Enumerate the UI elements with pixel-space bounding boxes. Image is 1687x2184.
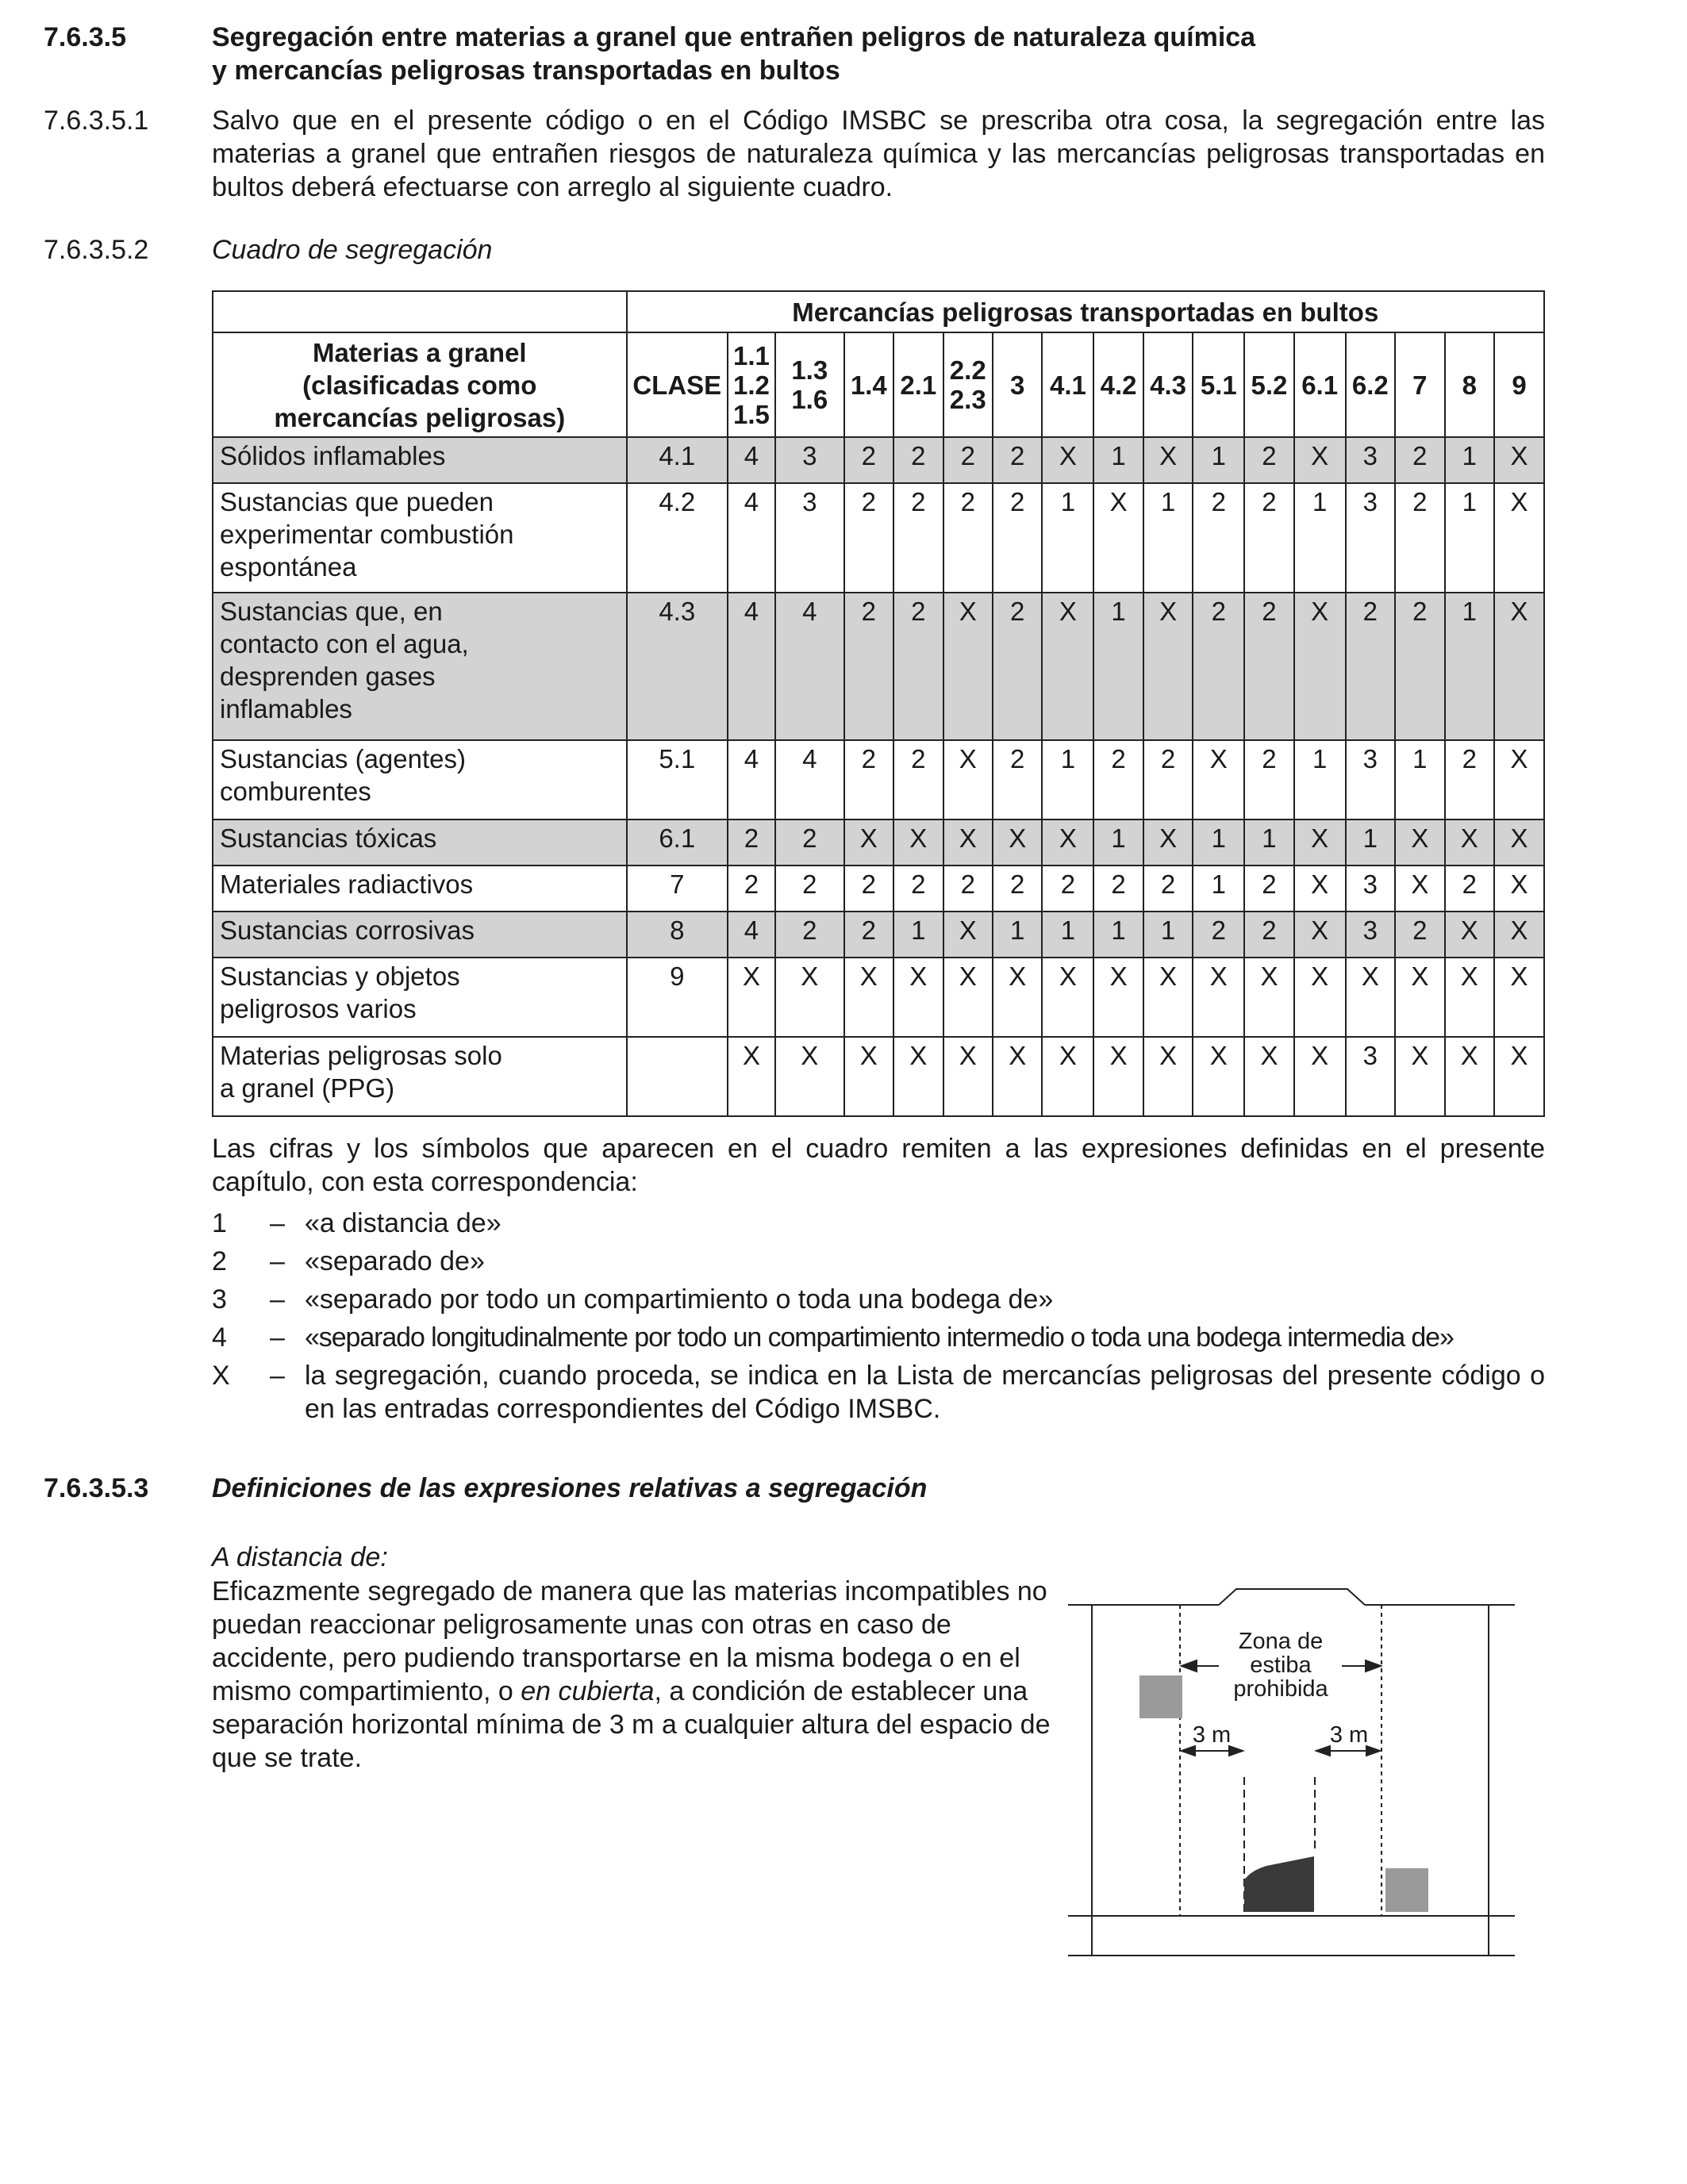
segregation-code-cell: X (1494, 866, 1544, 912)
column-header (893, 332, 943, 437)
row-material-name (213, 437, 627, 483)
column-header (775, 332, 844, 437)
column-header-line: 3 (1010, 370, 1025, 400)
segregation-code-cell: 1 (1093, 819, 1143, 866)
segregation-code-cell: X (728, 1037, 775, 1116)
segregation-code-cell: 2 (775, 866, 844, 912)
row-material-name (213, 958, 627, 1037)
segregation-code-cell: 3 (1346, 437, 1395, 483)
segregation-code-cell: X (1346, 958, 1395, 1037)
segregation-code-cell: X (844, 1037, 893, 1116)
segregation-code-cell: X (1395, 866, 1444, 912)
segregation-code-cell: X (1042, 819, 1093, 866)
legend-dash: – (270, 1284, 285, 1315)
segregation-code-cell: 2 (1042, 866, 1093, 912)
segregation-code-cell: X (1143, 593, 1193, 740)
segregation-code-cell: 1 (893, 912, 943, 958)
row-material-name-line: Sustancias (agentes) (220, 744, 467, 773)
segregation-code-cell: X (1294, 437, 1346, 483)
segregation-code-cell: 3 (1346, 1037, 1395, 1116)
segregation-code-cell: X (1294, 819, 1346, 866)
column-header (993, 332, 1042, 437)
legend-key: 1 (212, 1208, 227, 1238)
segregation-code-cell: 3 (1346, 740, 1395, 819)
table-header-row-2 (213, 332, 1544, 437)
segregation-code-cell: X (943, 1037, 993, 1116)
segregation-code-cell: X (1093, 483, 1143, 593)
table-header-row-1 (213, 291, 1544, 332)
column-header-line: 1.1 (733, 340, 770, 370)
segregation-code-cell: X (1445, 958, 1494, 1037)
para2-number: 7.6.3.5.2 (44, 235, 149, 265)
row-material-name-line: Sustancias que, en (220, 597, 443, 626)
segregation-code-cell: X (1494, 819, 1544, 866)
segregation-code-cell: 2 (993, 483, 1042, 593)
segregation-code-cell: X (943, 819, 993, 866)
segregation-code-cell: X (1143, 437, 1193, 483)
segregation-code-cell: 2 (1346, 593, 1395, 740)
segregation-code-cell: 1 (1042, 912, 1093, 958)
definition-text-before: Eficazmente segregado de manera que las materias incompatibles no puedan reaccionar peligrosamente unas con otras en caso de accidente, pero pudiendo transportarse en la misma bodega o en el mismo compartimiento, o (212, 1576, 1047, 1706)
segregation-code-cell: 1 (1294, 740, 1346, 819)
segregation-code-cell: 1 (1093, 912, 1143, 958)
segregation-code-cell: X (1294, 866, 1346, 912)
row-material-name-line: experimentar combustión (220, 520, 514, 549)
legend-text: «separado por todo un compartimiento o toda una bodega de» (305, 1284, 1054, 1315)
distance-label-left: 3 m (1192, 1722, 1232, 1748)
row-material-name-line: espontánea (220, 552, 357, 582)
incompatible-cargo-right (1385, 1868, 1428, 1912)
header-dangerous-goods: Mercancías peligrosas transportadas en bultos (627, 291, 1544, 332)
column-header-line: 1.4 (850, 370, 887, 400)
column-header-line: 5.1 (1200, 370, 1237, 400)
row-clase: 8 (627, 912, 728, 958)
para3-number: 7.6.3.5.3 (44, 1473, 149, 1503)
legend-dash: – (270, 1361, 285, 1391)
header-bulk-materials (213, 332, 627, 437)
section-title-line-2: y mercancías peligrosas transportadas en bultos (212, 56, 840, 86)
segregation-code-cell: X (943, 740, 993, 819)
segregation-code-cell: X (893, 1037, 943, 1116)
segregation-code-cell: X (1244, 958, 1293, 1037)
segregation-code-cell: X (844, 958, 893, 1037)
legend-key: 4 (212, 1322, 227, 1353)
segregation-code-cell: 2 (844, 866, 893, 912)
segregation-code-cell: 3 (1346, 866, 1395, 912)
section-title-line-1: Segregación entre materias a granel que entrañen peligros de naturaleza química (212, 22, 1256, 52)
segregation-code-cell: 2 (893, 437, 943, 483)
column-header (1244, 332, 1293, 437)
header-bulk-line: mercancías peligrosas) (274, 402, 566, 432)
segregation-code-cell: X (1395, 958, 1444, 1037)
segregation-code-cell: 2 (893, 593, 943, 740)
segregation-code-cell: 2 (943, 483, 993, 593)
segregation-code-cell: 2 (1395, 593, 1444, 740)
para1-number: 7.6.3.5.1 (44, 106, 149, 136)
segregation-code-cell: 2 (1093, 740, 1143, 819)
segregation-code-cell: 2 (844, 740, 893, 819)
segregation-code-cell: X (775, 1037, 844, 1116)
segregation-code-cell: X (1042, 958, 1093, 1037)
table-row (213, 912, 1544, 958)
segregation-code-cell: X (943, 593, 993, 740)
segregation-code-cell: X (993, 819, 1042, 866)
segregation-code-cell: 2 (1093, 866, 1143, 912)
table-row (213, 1037, 1544, 1116)
column-header (844, 332, 893, 437)
column-header (1193, 332, 1244, 437)
segregation-code-cell: 2 (943, 866, 993, 912)
table-row (213, 866, 1544, 912)
segregation-code-cell: 2 (1395, 437, 1444, 483)
column-header-line: 2.3 (949, 385, 986, 414)
segregation-code-cell: X (893, 958, 943, 1037)
segregation-code-cell: 4 (728, 437, 775, 483)
segregation-code-cell: X (1143, 958, 1193, 1037)
segregation-code-cell: X (1042, 1037, 1093, 1116)
column-header-line: 9 (1512, 370, 1527, 400)
segregation-code-cell: X (1494, 483, 1544, 593)
segregation-code-cell: 2 (1193, 912, 1244, 958)
definition-text-after: , a condición de establecer una separación horizontal mínima de 3 m a cualquier altura del espacio de que se trate. (212, 1676, 1051, 1773)
segregation-code-cell: X (1143, 819, 1193, 866)
segregation-code-cell: 2 (893, 866, 943, 912)
column-header (1445, 332, 1494, 437)
row-material-name-line: Materias peligrosas solo (220, 1041, 502, 1070)
segregation-code-cell: 1 (1193, 819, 1244, 866)
segregation-code-cell: X (775, 958, 844, 1037)
segregation-code-cell: 3 (1346, 483, 1395, 593)
segregation-code-cell: 1 (1445, 483, 1494, 593)
legend-dash: – (270, 1322, 285, 1353)
column-header (1042, 332, 1093, 437)
segregation-code-cell: X (1395, 1037, 1444, 1116)
header-blank-cell (213, 291, 627, 332)
segregation-code-cell: X (1494, 1037, 1544, 1116)
legend-text: «separado de» (305, 1246, 485, 1276)
row-material-name (213, 866, 627, 912)
segregation-code-cell: 4 (775, 593, 844, 740)
segregation-code-cell: 2 (844, 593, 893, 740)
segregation-code-cell: 2 (1445, 866, 1494, 912)
zone-label-line-3: prohibida (1233, 1676, 1328, 1702)
row-material-name-line: a granel (PPG) (220, 1073, 395, 1103)
segregation-code-cell: 1 (1093, 437, 1143, 483)
segregation-code-cell: X (1244, 1037, 1293, 1116)
legend-dash: – (270, 1246, 285, 1276)
definition-text (212, 1575, 1061, 1775)
column-header (943, 332, 993, 437)
segregation-code-cell: 3 (1346, 912, 1395, 958)
segregation-code-cell: 2 (893, 740, 943, 819)
row-material-name (213, 1037, 627, 1116)
segregation-code-cell: 2 (993, 593, 1042, 740)
header-clase: CLASE (627, 332, 728, 437)
row-material-name-line: desprenden gases (220, 662, 436, 691)
segregation-code-cell: 2 (993, 437, 1042, 483)
definition-heading: A distancia de: (212, 1542, 388, 1572)
segregation-code-cell: X (1143, 1037, 1193, 1116)
row-clase: 4.2 (627, 483, 728, 593)
segregation-code-cell: X (844, 819, 893, 866)
segregation-code-cell: 2 (1244, 912, 1293, 958)
legend-key: X (212, 1361, 230, 1391)
segregation-code-cell: X (1093, 958, 1143, 1037)
column-header-line: 1.2 (733, 370, 770, 400)
column-header-line: 5.2 (1251, 370, 1288, 400)
segregation-code-cell: X (1294, 912, 1346, 958)
distance-label-right: 3 m (1329, 1722, 1369, 1748)
segregation-code-cell: 2 (1244, 483, 1293, 593)
column-header-line: 8 (1462, 370, 1477, 400)
column-header-line: 4.1 (1049, 370, 1086, 400)
segregation-code-cell: 2 (893, 483, 943, 593)
segregation-code-cell: 1 (1193, 866, 1244, 912)
row-material-name (213, 912, 627, 958)
segregation-code-cell: 2 (1143, 740, 1193, 819)
segregation-code-cell: X (1494, 437, 1544, 483)
segregation-code-cell: X (993, 958, 1042, 1037)
segregation-code-cell: 1 (1193, 437, 1244, 483)
column-header (1093, 332, 1143, 437)
segregation-code-cell: 1 (993, 912, 1042, 958)
segregation-code-cell: 1 (1143, 483, 1193, 593)
segregation-code-cell: 2 (775, 912, 844, 958)
para2-title: Cuadro de segregación (212, 235, 493, 265)
segregation-code-cell: X (1494, 593, 1544, 740)
segregation-code-cell: 2 (1193, 593, 1244, 740)
table-row (213, 593, 1544, 740)
segregation-code-cell: 1 (1093, 593, 1143, 740)
segregation-code-cell: 1 (1042, 483, 1093, 593)
legend-text: la segregación, cuando proceda, se indica en la Lista de mercancías peligrosas del presente código o en las entradas correspondientes del Código IMSBC. (305, 1361, 1545, 1424)
table-row (213, 740, 1544, 819)
legend-dash: – (270, 1208, 285, 1238)
row-clase: 5.1 (627, 740, 728, 819)
segregation-code-cell: 2 (844, 912, 893, 958)
row-material-name (213, 593, 627, 740)
para3-title: Definiciones de las expresiones relativas a segregación (212, 1473, 928, 1503)
column-header-line: 1.6 (791, 385, 828, 414)
row-clase: 4.3 (627, 593, 728, 740)
segregation-code-cell: X (1494, 740, 1544, 819)
segregation-code-cell: 2 (844, 483, 893, 593)
segregation-code-cell: 4 (728, 740, 775, 819)
segregation-code-cell: X (1494, 958, 1544, 1037)
definition-text-italic: en cubierta (521, 1676, 655, 1706)
segregation-code-cell: X (1193, 958, 1244, 1037)
zone-label-line-1: Zona de (1238, 1629, 1324, 1654)
segregation-code-cell: 1 (1042, 740, 1093, 819)
legend-key: 3 (212, 1284, 227, 1315)
row-material-name-line: peligrosos varios (220, 994, 417, 1023)
segregation-code-cell: X (1395, 819, 1444, 866)
segregation-code-cell: 2 (1244, 740, 1293, 819)
segregation-code-cell: 4 (775, 740, 844, 819)
row-material-name-line: comburentes (220, 777, 371, 806)
row-clase: 7 (627, 866, 728, 912)
segregation-code-cell: 2 (1143, 866, 1193, 912)
row-material-name (213, 740, 627, 819)
segregation-code-cell: X (1294, 958, 1346, 1037)
column-header-line: 2.2 (949, 355, 986, 385)
zone-label-line-2: estiba (1250, 1652, 1312, 1678)
segregation-code-cell: 2 (844, 437, 893, 483)
table-row (213, 819, 1544, 866)
segregation-code-cell: X (1294, 1037, 1346, 1116)
column-header-line: 7 (1412, 370, 1428, 400)
segregation-code-cell: 1 (1395, 740, 1444, 819)
row-material-name-line: Sustancias corrosivas (220, 915, 475, 945)
section-title (212, 21, 1545, 87)
column-header-line: 6.2 (1351, 370, 1389, 400)
segregation-code-cell: 2 (1244, 866, 1293, 912)
segregation-code-cell: 1 (1244, 819, 1293, 866)
segregation-code-cell: 1 (1445, 593, 1494, 740)
row-material-name-line: contacto con el agua, (220, 629, 469, 658)
bulk-cargo (1244, 1856, 1314, 1912)
row-clase: 9 (627, 958, 728, 1037)
segregation-code-cell: X (1294, 593, 1346, 740)
after-table-text: Las cifras y los símbolos que aparecen en el cuadro remiten a las expresiones definidas en el presente capítulo, con esta correspondencia: (212, 1134, 1545, 1197)
segregation-code-cell: X (1494, 912, 1544, 958)
segregation-code-cell: X (1445, 1037, 1494, 1116)
column-header (1494, 332, 1544, 437)
segregation-code-cell: 1 (1445, 437, 1494, 483)
row-material-name-line: Sólidos inflamables (220, 441, 446, 470)
table-row (213, 437, 1544, 483)
row-material-name-line: Materiales radiactivos (220, 869, 474, 899)
row-clase (627, 1037, 728, 1116)
segregation-code-cell: X (1042, 437, 1093, 483)
segregation-code-cell: 3 (775, 437, 844, 483)
column-header (728, 332, 775, 437)
column-header (1143, 332, 1193, 437)
segregation-code-cell: 1 (1143, 912, 1193, 958)
row-material-name-line: inflamables (220, 694, 352, 724)
table-row (213, 958, 1544, 1037)
legend-text: «a distancia de» (305, 1208, 501, 1238)
segregation-code-cell: X (1193, 740, 1244, 819)
header-bulk-line: (clasificadas como (302, 370, 537, 400)
row-material-name (213, 483, 627, 593)
table-row (213, 483, 1544, 593)
segregation-code-cell: 2 (1395, 912, 1444, 958)
column-header (1346, 332, 1395, 437)
incompatible-cargo-left (1139, 1675, 1182, 1718)
segregation-code-cell: 2 (1395, 483, 1444, 593)
segregation-code-cell: 1 (1294, 483, 1346, 593)
segregation-code-cell: X (1093, 1037, 1143, 1116)
segregation-code-cell: 2 (943, 437, 993, 483)
legend-key: 2 (212, 1246, 227, 1276)
column-header-line: 4.2 (1100, 370, 1137, 400)
segregation-code-cell: X (1193, 1037, 1244, 1116)
segregation-code-cell: X (1042, 593, 1093, 740)
column-header-line: 4.3 (1150, 370, 1187, 400)
segregation-code-cell: 4 (728, 912, 775, 958)
segregation-code-cell: X (993, 1037, 1042, 1116)
segregation-code-cell: X (893, 819, 943, 866)
segregation-code-cell: 2 (728, 819, 775, 866)
segregation-code-cell: 2 (1445, 740, 1494, 819)
row-clase: 4.1 (627, 437, 728, 483)
segregation-code-cell: X (1445, 912, 1494, 958)
column-header-line: 1.5 (733, 399, 770, 429)
row-material-name-line: Sustancias que pueden (220, 487, 494, 516)
legend-text: «separado longitudinalmente por todo un compartimiento intermedio o toda una bodega intermedia de» (305, 1322, 1454, 1353)
row-material-name-line: Sustancias y objetos (220, 961, 460, 991)
column-header-line: 1.3 (791, 355, 828, 385)
segregation-code-cell: 3 (775, 483, 844, 593)
row-material-name (213, 819, 627, 866)
column-header (1294, 332, 1346, 437)
segregation-code-cell: 2 (1244, 437, 1293, 483)
segregation-table (212, 290, 1545, 1117)
section-number: 7.6.3.5 (44, 22, 126, 52)
segregation-code-cell: 1 (1346, 819, 1395, 866)
segregation-code-cell: X (943, 958, 993, 1037)
segregation-code-cell: X (943, 912, 993, 958)
segregation-code-cell: X (728, 958, 775, 1037)
column-header (1395, 332, 1444, 437)
segregation-code-cell: 2 (728, 866, 775, 912)
segregation-code-cell: 2 (993, 740, 1042, 819)
para1-text: Salvo que en el presente código o en el Código IMSBC se prescriba otra cosa, la segregación entre las materias a granel que entrañen riesgos de naturaleza química y las mercancías peligrosas transportadas en bultos deberá efectuarse con arreglo al siguiente cuadro. (212, 106, 1545, 202)
stowage-diagram (1068, 1571, 1528, 1967)
segregation-code-cell: 2 (1193, 483, 1244, 593)
column-header-line: 6.1 (1301, 370, 1339, 400)
segregation-code-cell: X (1445, 819, 1494, 866)
segregation-code-cell: 4 (728, 483, 775, 593)
segregation-code-cell: 2 (775, 819, 844, 866)
segregation-code-cell: 4 (728, 593, 775, 740)
row-clase: 6.1 (627, 819, 728, 866)
header-bulk-line: Materias a granel (312, 337, 527, 367)
segregation-code-cell: 2 (993, 866, 1042, 912)
segregation-code-cell: 2 (1244, 593, 1293, 740)
row-material-name-line: Sustancias tóxicas (220, 823, 437, 853)
column-header-line: 2.1 (900, 370, 937, 400)
